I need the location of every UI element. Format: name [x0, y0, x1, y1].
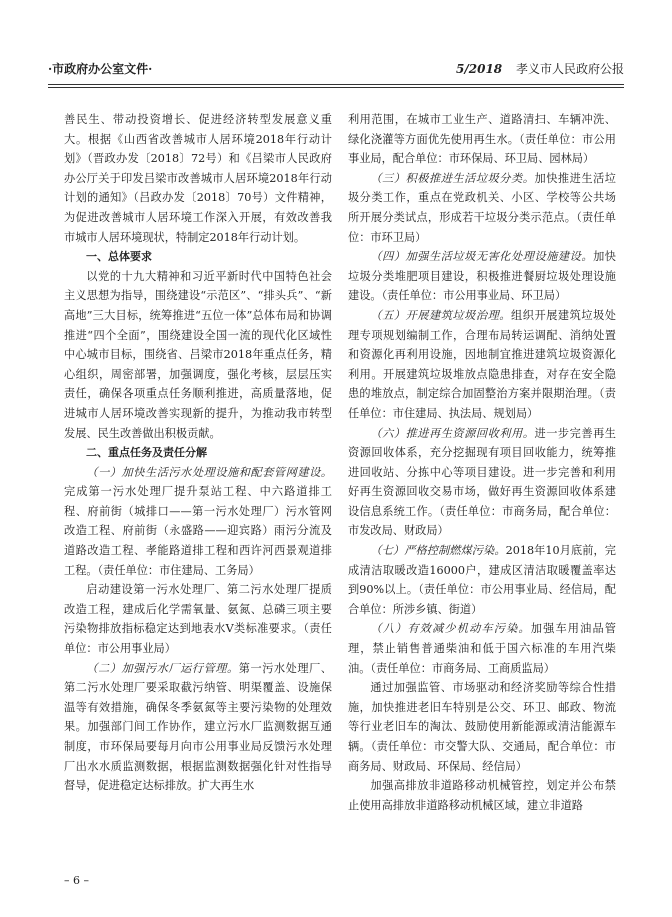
issue-number: 5/2018	[456, 62, 503, 76]
right-column	[348, 110, 616, 815]
paragraph-text: 第一污水处理厂、第二污水处理厂要采取截污纳管、明渠覆盖、设施保温等有效措施，确保冬季氨氮等主要污染物的处理效果。加强部门间工作协作，建立污水厂监测数据互通制度，市环保局要每月向市公用事业局反馈污水处理厂出水水质监测数据，根据监测数据强化针对性指导督导，促进稳定达标排放。扩大再生水	[64, 661, 332, 793]
paragraph-text: 加强高排放非道路移动机械管控，划定并公布禁止使用高排放非道路移动机械区域，建立非道路	[348, 779, 616, 812]
paragraph	[64, 110, 332, 247]
subsection-title: （一）加快生活污水处理设施和配套管网建设。	[86, 465, 332, 479]
paragraph	[348, 169, 616, 247]
paragraph	[348, 424, 616, 542]
subsection-title: （六）推进再生资源回收利用。	[370, 426, 535, 440]
paragraph	[348, 541, 616, 619]
publication-title: 孝义市人民政府公报	[515, 62, 624, 76]
paragraph-text: 进一步完善再生资源回收体系，充分挖掘现有项目回收能力，统筹推进回收站、分拣中心等项目建设。进一步完善和利用好再生资源回收交易市场，做好再生资源回收体系建设信息系统工作。（责任单位：市商务局，配合单位：市发改局、财政局）	[348, 426, 616, 538]
paragraph	[64, 659, 332, 796]
paragraph-text: 利用范围，在城市工业生产、道路清扫、车辆冲洗、绿化浇灌等方面优先使用再生水。（责任单位：市公用事业局，配合单位：市环保局、环卫局、园林局）	[348, 113, 616, 166]
subsection-title: （七）严格控制燃煤污染。	[370, 544, 506, 558]
subsection-title: （四）加强生活垃圾无害化处理设施建设。	[370, 250, 594, 264]
publication-info	[456, 60, 624, 77]
paragraph	[348, 619, 616, 678]
paragraph-text: 善民生、带动投资增长、促进经济转型发展意义重大。根据《山西省改善城市人居环境2018年行动计划》（晋政办发〔2018〕72号）和《吕梁市人民政府办公厅关于印发吕梁市改善城市人居环境2018年行动计划的通知》（吕政办发〔2018〕70号）文件精神，为促进改善城市人居环境工作深入开展，有效改善我市城市人居环境现状，特制定2018年行动计划。	[64, 113, 332, 244]
page-header	[48, 60, 624, 82]
paragraph	[348, 306, 616, 424]
page-number: – 6 –	[64, 874, 89, 887]
paragraph-text: 以党的十九大精神和习近平新时代中国特色社会主义思想为指导，围绕建设“示范区”、“排头兵”、“新高地”三大目标，统筹推进“五位一体”总体布局和协调推进“四个全面”，围绕建设全国一流的现代化区域性中心城市目标，围绕省、吕梁市2018年重点任务，精心组织，周密部署，加强调度，强化考核，层层压实责任，确保各项重点任务顺利推进，高质量落地，促进城市人居环境改善实现新的提升，为推动我市转型发展、民生改善做出积极贡献。	[64, 269, 332, 440]
paragraph-text: 组织开展建筑垃圾处理专项规划编制工作，合理布局转运调配、消纳处置和资源化再利用设施，因地制宜推进建筑垃圾资源化利用。开展建筑垃圾堆放点隐患排查，对存在安全隐患的堆放点，制定综合加固整治方案并限期治理。（责任单位：市住建局、执法局、规划局）	[348, 308, 616, 420]
paragraph-text: 加快推进生活垃圾分类工作，重点在党政机关、小区、学校等公共场所开展分类试点，形成若干垃圾分类示范点。（责任单位：市环卫局）	[348, 171, 616, 244]
paragraph	[348, 776, 616, 815]
paragraph-text: 完成第一污水处理厂提升泵站工程、中六路道排工程、府前街（城排口——第一污水处理厂）污水管网改造工程、府前街（永盛路——迎宾路）雨污分流及道路改造工程、孝能路道排工程和西许河西景观道排工程。（责任单位：市住建局、工务局）	[64, 485, 332, 577]
paragraph-text: 加强车用油品管理，禁止销售普通柴油和低于国六标准的车用汽柴油。（责任单位：市商务局、工商质监局）	[348, 622, 616, 675]
left-column	[64, 110, 332, 796]
section-label: ·市政府办公室文件·	[48, 62, 153, 76]
header-rule-thick	[48, 84, 624, 85]
section-heading: 二、重点任务及责任分解	[86, 446, 207, 460]
paragraph	[348, 247, 616, 306]
header-rule-thin	[48, 87, 624, 88]
paragraph-text: 通过加强监管、市场驱动和经济奖励等综合性措施，加快推进老旧车特别是公交、环卫、邮政、物流等行业老旧车的淘汰、鼓励使用新能源或清洁能源车辆。（责任单位：市交警大队、交通局，配合单位：市商务局、财政局、环保局、经信局）	[348, 681, 616, 773]
paragraph	[64, 463, 332, 581]
paragraph	[348, 678, 616, 776]
subsection-title: （二）加强污水厂运行管理。	[86, 661, 239, 675]
section-heading: 一、总体要求	[86, 250, 152, 264]
paragraph-text: 加快垃圾分类堆肥项目建设，积极推进餐厨垃圾处理设施建设。（责任单位：市公用事业局、环卫局）	[348, 250, 616, 303]
paragraph	[64, 580, 332, 658]
subsection-title: （五）开展建筑垃圾治理。	[370, 308, 512, 322]
subsection-title: （八）有效减少机动车污染。	[370, 622, 531, 636]
paragraph	[348, 110, 616, 169]
paragraph-text: 启动建设第一污水处理厂、第二污水处理厂提质改造工程，建成后化学需氧量、氨氮、总磷三项主要污染物排放指标稳定达到地表水Ⅴ类标准要求。（责任单位：市公用事业局）	[64, 583, 332, 656]
paragraph	[64, 267, 332, 443]
paragraph-text: 2018年10月底前，完成清洁取暖改造16000户，建成区清洁取暖覆盖率达到90%以上。（责任单位：市公用事业局、经信局，配合单位：所涉乡镇、街道）	[348, 544, 616, 616]
subsection-title: （三）积极推进生活垃圾分类。	[370, 171, 535, 185]
